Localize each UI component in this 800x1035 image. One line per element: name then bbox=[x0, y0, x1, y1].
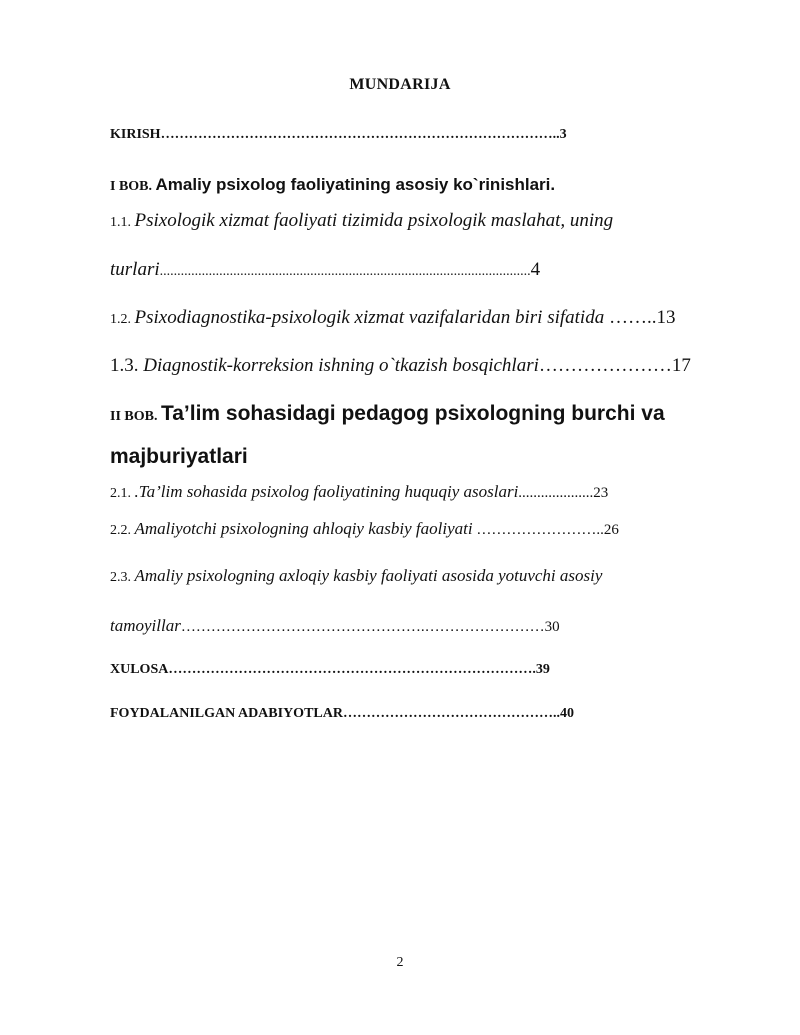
chapter-prefix: II BOB. bbox=[110, 409, 161, 424]
toc-page: 17 bbox=[671, 355, 691, 376]
chapter-prefix: I BOB. bbox=[110, 179, 156, 194]
toc-leader: ……………………………………….. bbox=[342, 706, 560, 721]
toc-leader: …….. bbox=[604, 307, 657, 328]
toc-label: XULOSA bbox=[110, 662, 169, 677]
toc-chapter-1 bbox=[110, 176, 555, 194]
toc-page: 13 bbox=[656, 307, 676, 328]
toc-entry-1-1 bbox=[110, 211, 613, 230]
toc-entry-1-1-cont bbox=[110, 260, 540, 279]
page-number: 2 bbox=[396, 955, 404, 970]
page-title: MUNDARIJA bbox=[349, 76, 451, 93]
section-title: .Ta’lim sohasida psixolog faoliyatining huquqiy asoslari bbox=[134, 482, 519, 501]
section-title-cont: turlari bbox=[110, 259, 160, 280]
toc-leader: .................... bbox=[518, 485, 594, 501]
section-number: 1.1. bbox=[110, 215, 135, 230]
chapter-title: Ta’lim sohasidagi pedagog psixologning burchi va bbox=[160, 402, 665, 425]
toc-entry-kirish bbox=[110, 128, 567, 142]
toc-page: 30 bbox=[544, 619, 560, 635]
toc-page: 23 bbox=[593, 485, 609, 501]
toc-entry-1-2 bbox=[110, 308, 675, 327]
section-title: Psixologik xizmat faoliyati tizimida psixologik maslahat, uning bbox=[134, 210, 614, 231]
toc-entry-2-2 bbox=[110, 520, 619, 538]
section-number: 1.2. bbox=[110, 312, 135, 327]
toc-label: FOYDALANILGAN ADABIYOTLAR bbox=[110, 706, 343, 721]
toc-chapter-2 bbox=[110, 403, 665, 424]
section-number: 2.3. bbox=[110, 570, 135, 585]
section-title: Amaliy psixologning axloqiy kasbiy faoliyati asosida yotuvchi asosiy bbox=[134, 566, 603, 585]
toc-label: KIRISH bbox=[110, 127, 161, 142]
section-title: Diagnostik-korreksion ishning o`tkazish bosqichlari bbox=[143, 355, 539, 376]
toc-leader: ……………………………………………………………………. bbox=[168, 662, 536, 677]
toc-page: 26 bbox=[603, 522, 619, 538]
toc-entry-1-3 bbox=[110, 356, 691, 375]
toc-entry-2-3 bbox=[110, 567, 602, 585]
toc-leader: .......................................................................................................... bbox=[159, 264, 531, 279]
toc-leader: …………………………………………………………………………. bbox=[160, 127, 557, 142]
toc-leader: …………………….. bbox=[472, 522, 604, 538]
section-title: Psixodiagnostika-psixologik xizmat vazifalaridan biri sifatida bbox=[134, 307, 605, 328]
toc-page: .3 bbox=[556, 127, 567, 142]
toc-entry-xulosa bbox=[110, 663, 550, 677]
chapter-title: Amaliy psixolog faoliyatining asosiy ko`rinishlari. bbox=[155, 175, 556, 194]
toc-leader: ………………………………………….…………………… bbox=[180, 619, 545, 635]
toc-entry-2-1 bbox=[110, 483, 608, 501]
toc-entry-adabiyotlar bbox=[110, 707, 574, 721]
toc-page: 39 bbox=[535, 662, 550, 677]
section-number: 2.1. bbox=[110, 486, 135, 501]
section-title: Amaliyotchi psixologning ahloqiy kasbiy faoliyati bbox=[134, 519, 473, 538]
toc-chapter-2-cont: majburiyatlari bbox=[110, 445, 248, 468]
toc-page: 40 bbox=[559, 706, 574, 721]
toc-leader: ………………… bbox=[538, 355, 672, 376]
toc-page: 4 bbox=[530, 259, 541, 280]
section-number: 1.3. bbox=[110, 355, 144, 376]
section-number: 2.2. bbox=[110, 523, 135, 538]
toc-entry-2-3-cont bbox=[110, 617, 560, 635]
section-title-cont: tamoyillar bbox=[110, 616, 181, 635]
